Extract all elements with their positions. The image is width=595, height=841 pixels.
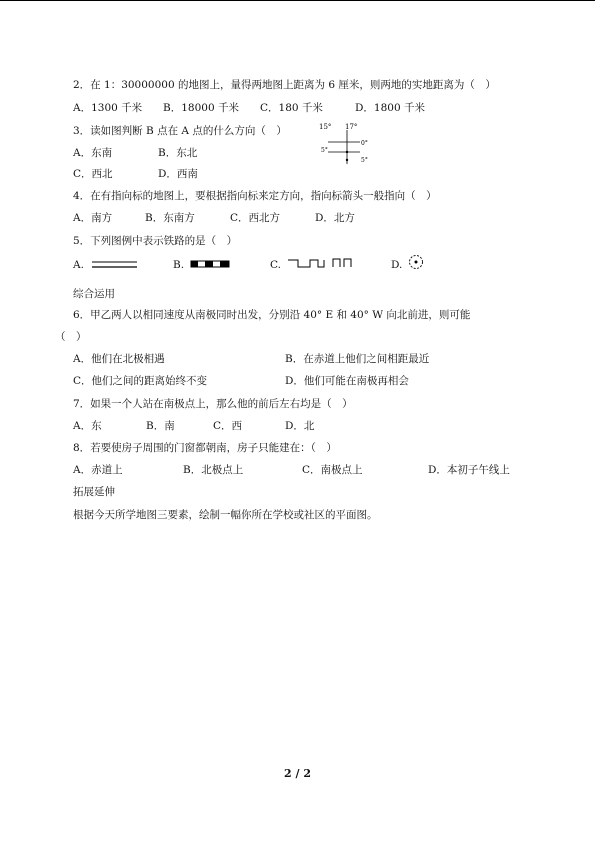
q5-legend-b-railway <box>190 260 232 270</box>
q4-option-c: C．西北方 <box>230 212 281 224</box>
q7-option-d: D．北 <box>285 420 315 432</box>
page-number: 2 / 2 <box>284 767 311 780</box>
q8-option-c: C．南极点上 <box>302 464 363 476</box>
q3-fig-lat-bottom: 5° <box>361 157 368 164</box>
q5-legend-d-circle <box>407 253 425 271</box>
q5-option-b: B. <box>173 259 185 271</box>
q5-legend-c-wall <box>288 256 356 270</box>
q3-fig-point-a <box>346 151 348 153</box>
q2-option-b: B．18000 千米 <box>163 102 239 114</box>
q7-stem: 7．如果一个人站在南极点上，那么他的前后左右均是（ ） <box>73 398 353 410</box>
page-top-rule <box>0 0 595 1</box>
q8-option-d: D．本初子午线上 <box>428 464 510 476</box>
q8-option-b: B．北极点上 <box>183 464 244 476</box>
q3-option-d: D．西南 <box>158 168 198 180</box>
q7-option-b: B．南 <box>146 420 175 432</box>
q3-fig-lon-left: 15° <box>319 123 332 131</box>
q3-option-c: C．西北 <box>73 168 113 180</box>
q3-fig-lat-top: 0° <box>361 140 368 147</box>
extend-task-text: 根据今天所学地图三要素，绘制一幅你所在学校或社区的平面图。 <box>73 509 378 521</box>
q4-stem: 4．在有指向标的地图上，要根据指向标来定方向，指向标箭头一般指向（ ） <box>73 190 437 202</box>
q2-option-c: C．180 千米 <box>260 102 323 114</box>
section-extend-heading: 拓展延伸 <box>73 486 115 498</box>
q4-option-d: D．北方 <box>315 212 355 224</box>
q6-option-d: D．他们可能在南极再相会 <box>285 375 409 387</box>
q7-option-a: A．东 <box>73 420 102 432</box>
q2-option-d: D．1800 千米 <box>355 102 425 114</box>
q3-option-a: A．东南 <box>73 147 113 159</box>
q8-stem: 8．若要使房子周围的门窗都朝南，房子只能建在：（ ） <box>73 442 337 454</box>
q6-option-b: B．在赤道上他们之间相距最近 <box>285 353 430 365</box>
section-apply-heading: 综合运用 <box>73 288 115 300</box>
q3-fig-point-b <box>346 159 348 161</box>
q3-latlon-figure <box>316 118 376 166</box>
q3-option-b: B．东北 <box>158 147 198 159</box>
q4-option-b: B．东南方 <box>145 212 195 224</box>
q7-option-c: C．西 <box>213 420 243 432</box>
q5-option-c: C. <box>270 259 281 271</box>
q5-option-d: D. <box>391 259 403 271</box>
q3-fig-lat-mid: 5° <box>321 147 328 154</box>
q5-legend-a-double-line <box>92 260 138 270</box>
q6-stem-continuation: （ ） <box>55 331 87 343</box>
q4-option-a: A．南方 <box>73 212 113 224</box>
q6-option-a: A．他们在北极相遇 <box>73 353 165 365</box>
q2-stem: 2．在 1：30000000 的地图上，量得两地图上距离为 6 厘米，则两地的实地距离为（ ） <box>73 79 496 91</box>
q5-option-a: A. <box>73 259 84 271</box>
q6-stem: 6．甲乙两人以相同速度从南极同时出发，分别沿 40° E 和 40° W 向北前进，则可能 <box>73 309 471 321</box>
q5-stem: 5．下列图例中表示铁路的是（ ） <box>73 235 238 247</box>
q3-fig-lon-right: 17° <box>345 123 358 131</box>
q2-option-a: A．1300 千米 <box>73 102 143 114</box>
q3-stem: 3．读如图判断 B 点在 A 点的什么方向（ ） <box>73 125 287 137</box>
q8-option-a: A．赤道上 <box>73 464 123 476</box>
q6-option-c: C．他们之间的距离始终不变 <box>73 375 208 387</box>
